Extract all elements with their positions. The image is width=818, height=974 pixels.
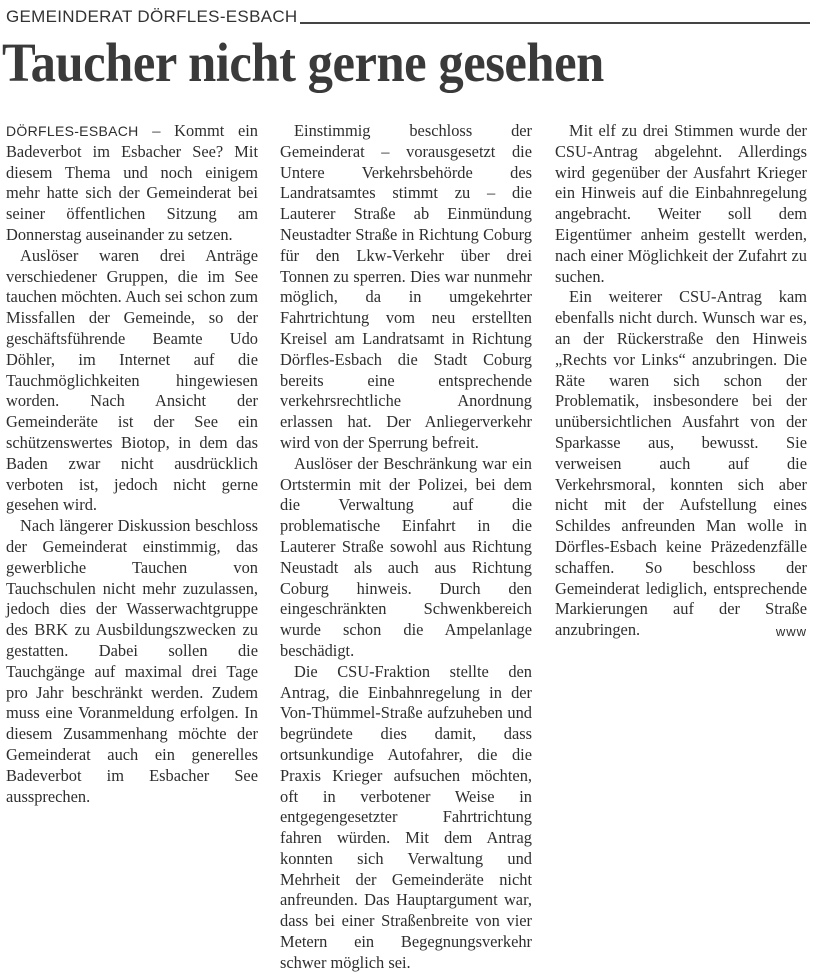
paragraph-abgelehnt: Mit elf zu drei Stimmen wurde der CSU-Antrag abgelehnt. Allerdings wird gegenüber der Ausfahrt Krieger ein Hinweis auf die Einbahnregelung angebracht. Weiter soll dem Eigentümer anheim gestellt werden, nach einer Möglichkeit der Zufahrt zu suchen. — [555, 121, 807, 286]
paragraph-csu-fraktion: Die CSU-Fraktion stellte den Antrag, die Einbahnregelung in der Von-Thümmel-Straße aufzuheben und begründete dies damit, dass ortsunkundige Autofahrer, die die Praxis Krieger aufsuchen möchten, oft in verbotener Weise in entgegengesetzter Fahrtrichtung fahren würden. Mit dem Antrag konnten sich Verwaltung und Mehrheit der Gemeinderäte nicht anfreunden. Das Hauptargument war, dass bei einer Straßenbreite von vier Metern ein Begegnungsverkehr schwer möglich sei. — [280, 661, 532, 972]
dateline: DÖRFLES-ESBACH — [6, 123, 139, 139]
headline: Taucher nicht gerne gesehen — [2, 32, 604, 93]
section-header — [6, 3, 810, 27]
article-column-3 — [555, 121, 807, 643]
author-signature: www — [775, 624, 807, 640]
paragraph-weiterer-antrag — [555, 287, 807, 641]
weiterer-antrag-text: Ein weiterer CSU-Antrag kam ebenfalls nicht durch. Wunsch war es, an der Rückerstraße den Hinweis „Rechts vor Links“ anzubringen. Die Räte waren sich schon der Problematik, insbesondere bei der unübersichtlichen Ausfahrt von der Sparkasse aus, bewusst. Sie verweisen auch auf die Verkehrsmoral, konnten sich aber nicht mit der Aufstellung eines Schildes anfreunden Man wolle in Dörfles-Esbach keine Präzedenzfälle schaffen. So beschloss der Gemeinderat lediglich, entsprechende Markierungen auf der Straße anzubringen. — [555, 287, 807, 640]
paragraph-anlass: Auslöser waren drei Anträge verschiedener Gruppen, die im See tauchen möchten. Auch sei schon zum Missfallen der Gemeinde, so der geschäftsführende Beamte Udo Döhler, im Internet auf die Tauchmöglichkeiten hingewiesen worden. Nach Ansicht der Gemeinderäte ist der See ein schützenswertes Biotop, in dem das Baden zwar nicht ausdrücklich verboten ist, jedoch nicht gerne gesehen wird. — [6, 245, 258, 515]
paragraph-lauterer-strasse: Einstimmig beschloss der Gemeinderat – vorausgesetzt die Untere Verkehrsbehörde des Landratsamtes stimmt zu – die Lauterer Straße ab Einmündung Neustadter Straße in Richtung Coburg für den Lkw-Verkehr über drei Tonnen zu sperren. Dies war nunmehr möglich, da in umgekehrter Fahrtrichtung vom neu erstellten Kreisel am Landratsamt in Richtung Dörfles-Esbach die Stadt Coburg bereits eine entsprechende verkehrsrechtliche Anordnung erlassen hat. Der Anliegerverkehr wird von der Sperrung befreit. — [280, 121, 532, 452]
article-column-2 — [280, 121, 532, 974]
section-label: GEMEINDERAT DÖRFLES-ESBACH — [6, 7, 298, 26]
paragraph-intro — [6, 121, 258, 246]
article-column-1 — [6, 121, 258, 807]
intro-text: – Kommt ein Badeverbot im Esbacher See? Mit diesem Thema und noch einigem mehr hatte sich der Gemeinderat bei seiner öffentlichen Sitzung am Donnerstag auseinander zu setzen. — [6, 121, 258, 244]
paragraph-ortstermin: Auslöser der Beschränkung war ein Ortstermin mit der Polizei, bei dem die Verwaltung auf die problematische Einfahrt in die Lauterer Straße sowohl aus Richtung Neustadt als auch aus Richtung Coburg hinweis. Durch den eingeschränkten Schwenkbereich wurde schon die Ampelanlage beschädigt. — [280, 453, 532, 660]
paragraph-beschluss: Nach längerer Diskussion beschloss der Gemeinderat einstimmig, das gewerbliche Tauchen von Tauchschulen nicht mehr zuzulassen, jedoch dies der Wasserwachtgruppe des BRK zu Ausbildungszwecken zu gestatten. Dabei sollen die Tauchgänge auf maximal drei Tage pro Jahr beschränkt werden. Zudem muss eine Voranmeldung erfolgen. In diesem Zusammenhang möchte der Gemeinderat auch ein generelles Badeverbot im Esbacher See aussprechen. — [6, 516, 258, 806]
section-rule — [300, 22, 811, 24]
